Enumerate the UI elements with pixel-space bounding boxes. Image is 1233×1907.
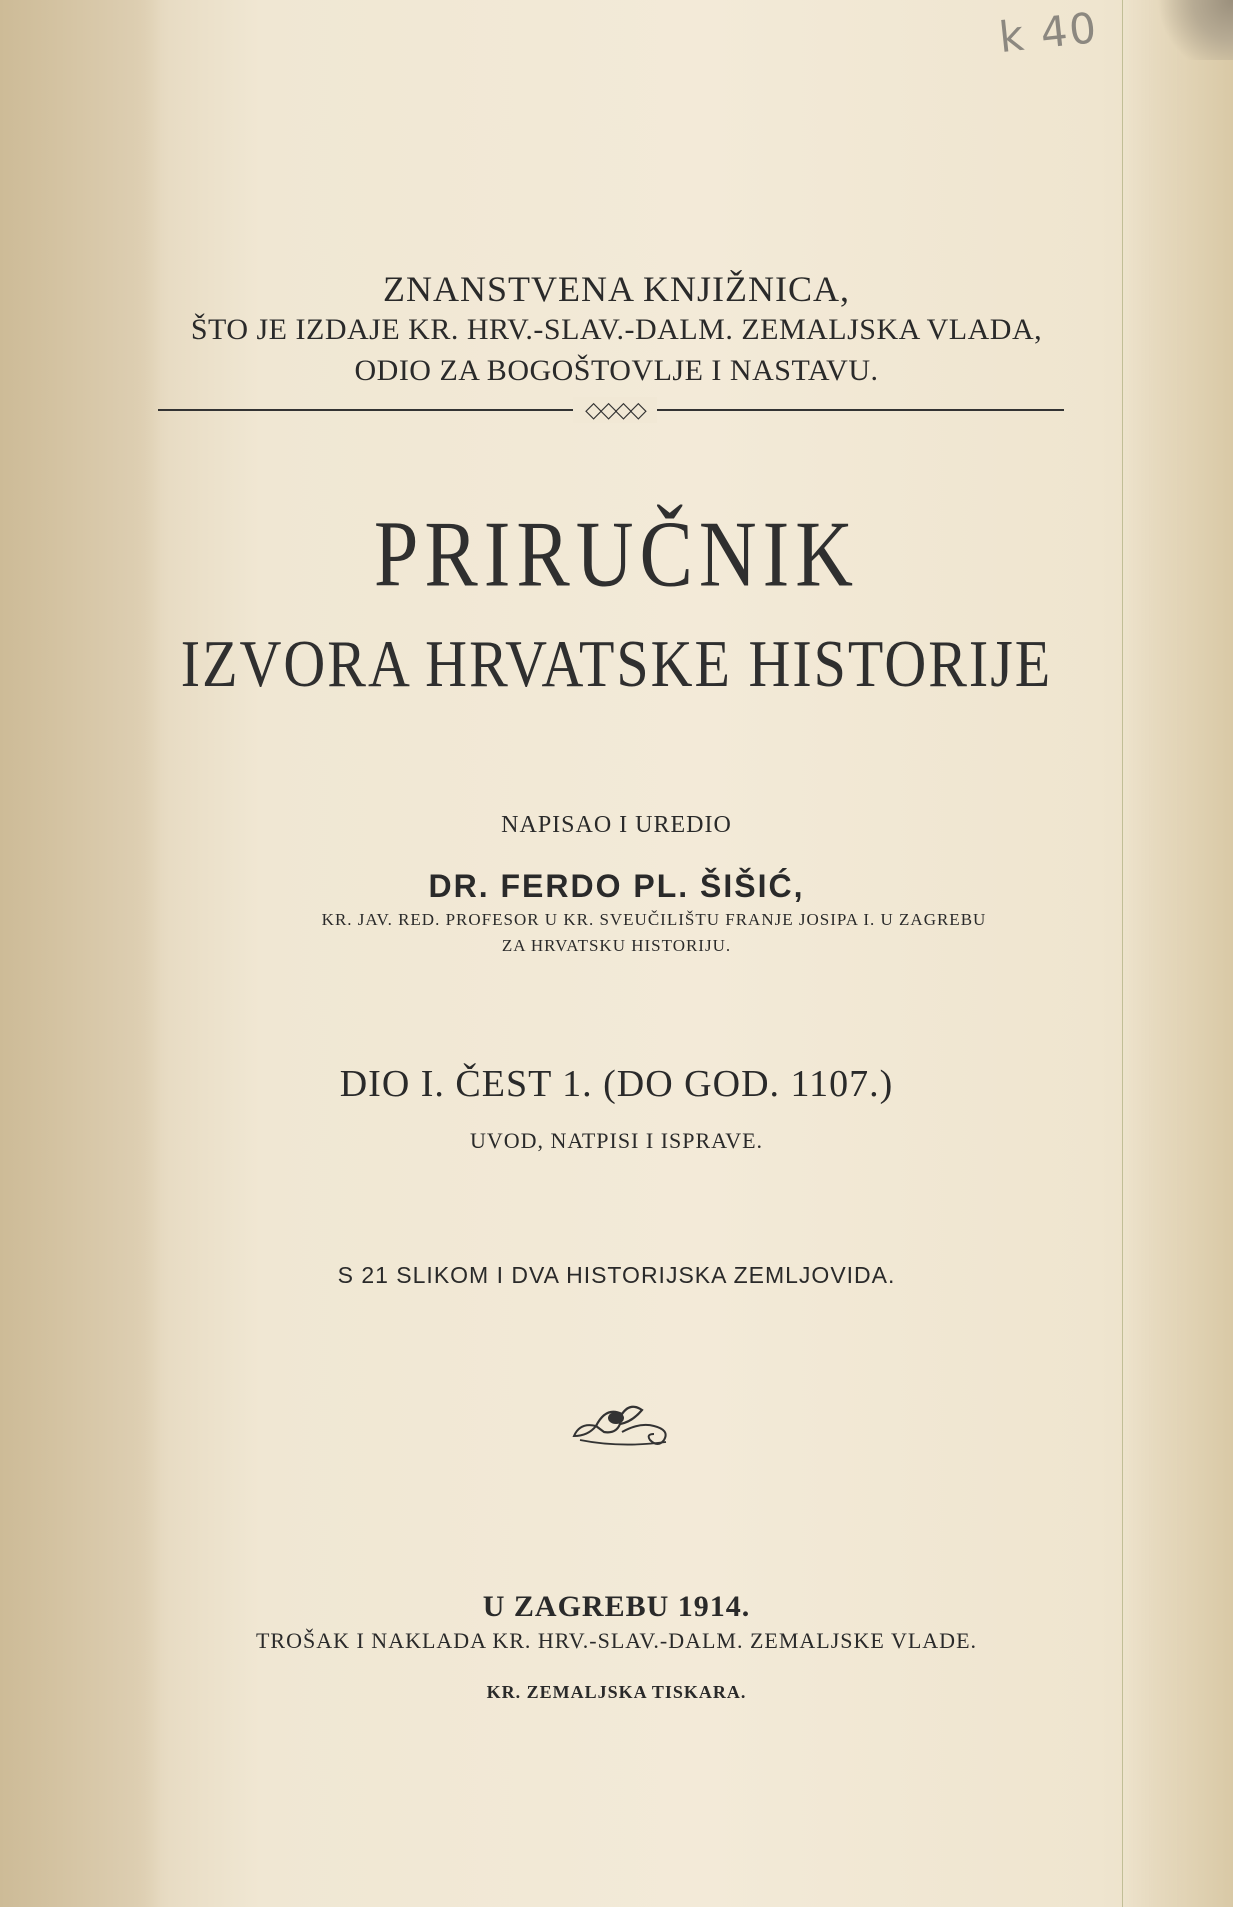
imprint-printer: KR. ZEMALJSKA TISKARA. — [486, 1682, 747, 1702]
pencil-annotation: k 40 — [996, 2, 1101, 63]
author-affiliation-cont: ZA HRVATSKU HISTORIJU. — [501, 936, 732, 955]
figures-note: S 21 SLIKOM I DVA HISTORIJSKA ZEMLJOVIDA. — [337, 1262, 896, 1288]
part-title: DIO I. ČEST 1. (DO GOD. 1107.) — [339, 1063, 894, 1105]
series-title: ZNANSTVENA KNJIŽNICA, — [383, 269, 850, 309]
imprint-publisher: TROŠAK I NAKLADA KR. HRV.-SLAV.-DALM. ZEMALJSKE VLADE. — [255, 1628, 978, 1653]
author-affiliation: KR. JAV. RED. PROFESOR U KR. SVEUČILIŠTU FRANJE JOSIPA I. U ZAGREBU — [321, 910, 987, 929]
author-intro: NAPISAO I UREDIO — [501, 812, 732, 838]
floral-ornament-icon — [570, 1392, 682, 1452]
corner-stain — [1153, 0, 1233, 60]
series-department-line: ODIO ZA BOGOŠTOVLJE I NASTAVU. — [354, 354, 879, 387]
series-publisher-line: ŠTO JE IZDAJE KR. HRV.-SLAV.-DALM. ZEMALJSKA VLADA, — [190, 313, 1043, 346]
book-subtitle: IZVORA HRVATSKE HISTORIJE — [180, 626, 1053, 701]
author-name: DR. FERDO PL. ŠIŠIĆ, — [428, 868, 805, 904]
book-title: PRIRUČNIK — [373, 502, 860, 607]
part-subtitle: UVOD, NATPISI I ISPRAVE. — [469, 1128, 764, 1153]
divider-ornament: ◇◇◇◇ — [573, 397, 657, 423]
imprint-place-year: U ZAGREBU 1914. — [482, 1590, 751, 1623]
